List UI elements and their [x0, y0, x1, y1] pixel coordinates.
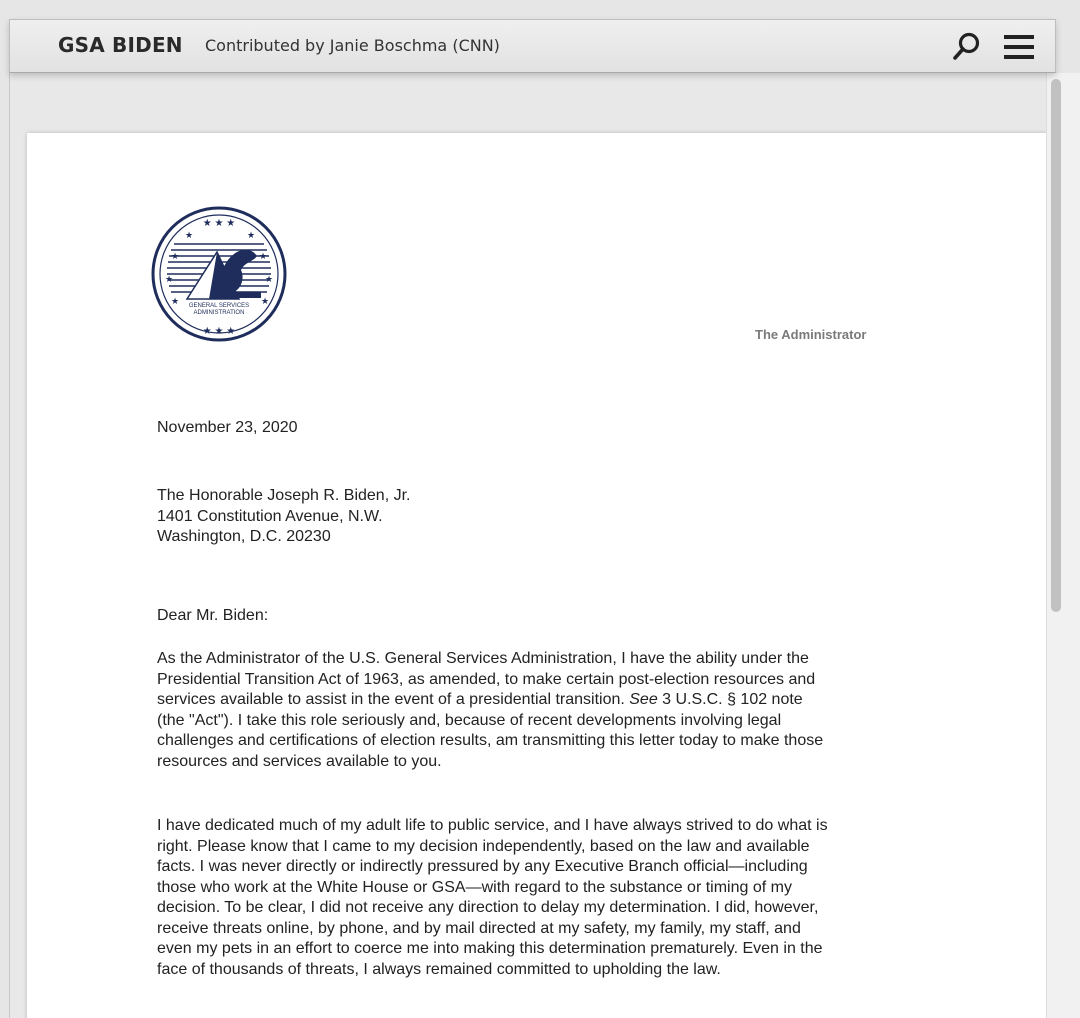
search-icon — [949, 30, 985, 64]
document-viewer[interactable] — [9, 73, 1046, 1018]
paragraph-line: I have dedicated much of my adult life to public service, and I have always strived to do what is — [157, 817, 828, 834]
line-segment: services available to assist in the event of a presidential transition. — [157, 691, 630, 708]
svg-text:★: ★ — [265, 274, 274, 284]
top-toolbar — [9, 19, 1056, 73]
seal-top-text: GENERAL SERVICES — [188, 303, 250, 309]
address-line: The Honorable Joseph R. Biden, Jr. — [157, 487, 411, 504]
paragraph-line: Presidential Transition Act of 1963, as amended, to make certain post-election resources and — [157, 670, 816, 688]
paragraph-line: challenges and certifications of election results, am transmitting this letter today to make those — [157, 732, 824, 749]
paragraph-line: (the "Act"). I take this role seriously and, because of recent developments involving legal — [157, 711, 782, 729]
letter-date: November 23, 2020 — [157, 419, 298, 436]
search-button[interactable] — [949, 30, 985, 64]
paragraph-line: facts. I was never directly or indirectly pressured by any Executive Branch official—including — [157, 858, 808, 875]
svg-text:★: ★ — [259, 251, 268, 261]
citation-see: See — [629, 691, 658, 708]
hamburger-menu-icon — [1001, 30, 1037, 64]
svg-text:★ ★ ★: ★ ★ ★ — [202, 326, 236, 337]
document-page — [27, 133, 1046, 1018]
svg-text:★: ★ — [247, 230, 256, 240]
paragraph-line: receive threats online, by phone, and by mail directed at my safety, my family, my staff, and — [157, 919, 801, 937]
svg-text:★: ★ — [171, 251, 180, 261]
paragraph-line — [157, 690, 957, 711]
letter-paragraph-1 — [157, 649, 957, 772]
address-line: 1401 Constitution Avenue, N.W. — [157, 507, 383, 525]
salutation: Dear Mr. Biden: — [157, 607, 269, 624]
scrollbar-thumb[interactable] — [1051, 79, 1061, 612]
recipient-address — [157, 486, 410, 548]
vertical-scrollbar[interactable] — [1046, 73, 1080, 1018]
paragraph-line: resources and services available to you. — [157, 752, 442, 770]
paragraph-line: As the Administrator of the U.S. General Services Administration, I have the ability under the — [157, 650, 809, 667]
svg-text:★: ★ — [165, 274, 174, 284]
document-title[interactable]: GSA BIDEN — [58, 33, 183, 57]
paragraph-line: even my pets in an effort to coerce me into making this determination prematurely. Even in the — [157, 940, 823, 957]
paragraph-line: right. Please know that I came to my decision independently, based on the law and available — [157, 837, 810, 855]
contributor-credit: Contributed by Janie Boschma (CNN) — [205, 36, 500, 55]
paragraph-line: those who work at the White House or GSA—with regard to the substance or timing of my — [157, 878, 792, 896]
letter-paragraph-2 — [157, 816, 957, 980]
svg-text:★: ★ — [171, 296, 180, 306]
svg-text:★: ★ — [261, 296, 270, 306]
gsa-seal — [149, 204, 289, 349]
letterhead-title: The Administrator — [755, 327, 867, 342]
paragraph-line: decision. To be clear, I did not receive any direction to delay my determination. I did, however, — [157, 899, 819, 916]
gsa-seal-icon — [149, 204, 289, 344]
address-line: Washington, D.C. 20230 — [157, 528, 331, 545]
svg-text:★: ★ — [185, 230, 194, 240]
seal-bottom-text: ADMINISTRATION — [193, 310, 245, 316]
menu-button[interactable] — [1001, 30, 1037, 64]
paragraph-line: face of thousands of threats, I always remained committed to upholding the law. — [157, 960, 721, 978]
svg-text:★ ★ ★: ★ ★ ★ — [202, 218, 236, 229]
line-segment: 3 U.S.C. § 102 note — [657, 691, 803, 708]
